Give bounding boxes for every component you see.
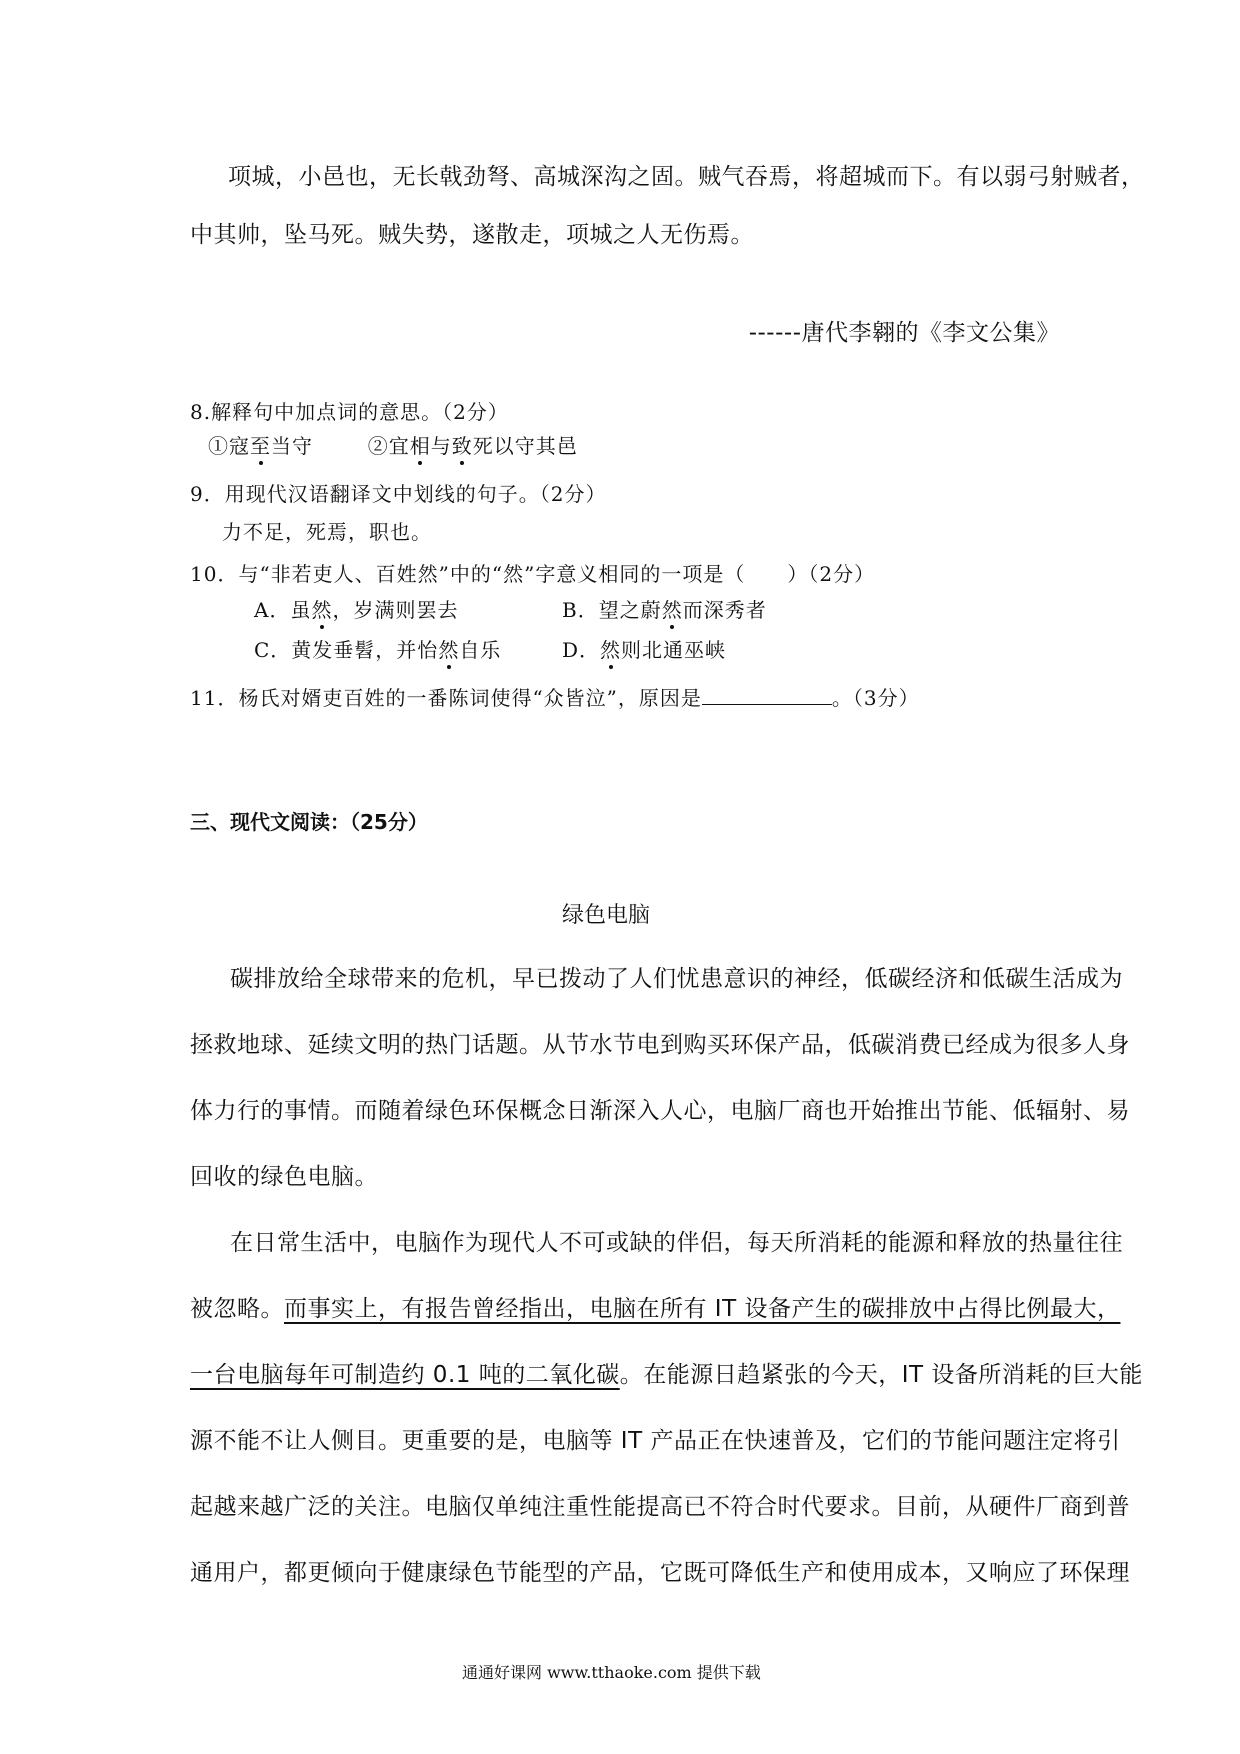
article-title: 绿色电脑 — [562, 903, 651, 928]
answer-blank[interactable] — [702, 686, 832, 705]
question-9-sentence: 力不足，死焉，职也。 — [222, 520, 432, 544]
article-p1-line-3: 体力行的事情。而随着绿色环保概念日渐深入人心，电脑厂商也开始推出节能、低辐射、易 — [190, 1098, 1130, 1124]
question-10-stem: 10．与“非若吏人、百姓然”中的“然”字意义相同的一项是（ ）（2分） — [190, 562, 876, 586]
q8-item-b: ②宜相与致死以守其邑 — [367, 434, 578, 458]
article-p2-line-4: 源不能不让人侧目。更重要的是，电脑等 IT 产品正在快速普及，它们的节能问题注定将引 — [190, 1428, 1121, 1454]
passage-source: ------唐代李翱的《李文公集》 — [748, 320, 1060, 346]
q10-option-a: A．虽然，岁满则罢去 — [254, 598, 459, 622]
section-3-heading: 三、现代文阅读：（25分） — [190, 810, 428, 834]
article-p2-line-1: 在日常生活中，电脑作为现代人不可或缺的伴侣，每天所消耗的能源和释放的热量往往 — [230, 1230, 1123, 1256]
q10-option-d: D．然则北通巫峡 — [562, 638, 727, 662]
article-p2-line-6: 通用户，都更倾向于健康绿色节能型的产品，它既可降低生产和使用成本，又响应了环保理 — [190, 1560, 1130, 1586]
article-p1-line-1: 碳排放给全球带来的危机，早已拨动了人们忧患意识的神经，低碳经济和低碳生活成为 — [230, 966, 1123, 992]
question-9-stem: 9．用现代汉语翻译文中划线的句子。（2分） — [190, 482, 607, 506]
question-8-stem: 8.解释句中加点词的意思。（2分） — [190, 400, 509, 424]
underlined-sentence-part-2: 一台电脑每年可制造约 0.1 吨的二氧化碳 — [190, 1362, 620, 1388]
page-footer: 通通好课网 www.tthaoke.com 提供下载 — [462, 1663, 761, 1682]
question-8-items — [208, 430, 578, 459]
passage-line-2: 中其帅，坠马死。贼失势，遂散走，项城之人无伤焉。 — [190, 222, 754, 248]
q8-item-a: ①寇至当守 — [208, 434, 313, 458]
question-11: 11．杨氏对婿吏百姓的一番陈词使得“众皆泣”，原因是 。（3分） — [190, 686, 920, 710]
article-p1-line-4: 回收的绿色电脑。 — [190, 1164, 378, 1190]
article-p2-line-2: 被忽略。而事实上，有报告曾经指出，电脑在所有 IT 设备产生的碳排放中占得比例最大， — [190, 1296, 1121, 1322]
article-p2-line-5: 起越来越广泛的关注。电脑仅单纯注重性能提高已不符合时代要求。目前，从硬件厂商到普 — [190, 1494, 1130, 1520]
q10-option-c: C．黄发垂髫，并怡然自乐 — [254, 638, 502, 662]
passage-line-1: 项城，小邑也，无长戟劲弩、高城深沟之固。贼气吞焉，将超城而下。有以弱弓射贼者， — [228, 164, 1145, 190]
article-p2-line-3: 一台电脑每年可制造约 0.1 吨的二氧化碳。在能源日趋紧张的今天，IT 设备所消耗的巨大能 — [190, 1362, 1143, 1388]
q10-option-b: B．望之蔚然而深秀者 — [562, 598, 767, 622]
article-p1-line-2: 拯救地球、延续文明的热门话题。从节水节电到购买环保产品，低碳消费已经成为很多人身 — [190, 1032, 1130, 1058]
underlined-sentence-part-1: 而事实上，有报告曾经指出，电脑在所有 IT 设备产生的碳排放中占得比例最大， — [284, 1296, 1121, 1322]
